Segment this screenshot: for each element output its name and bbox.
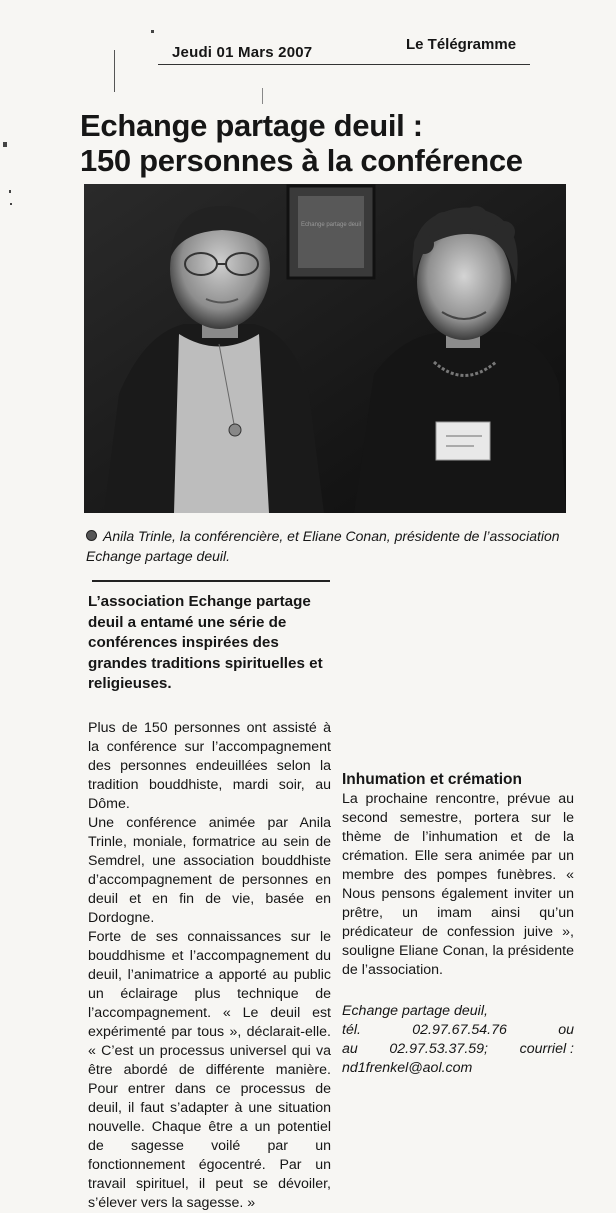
photo-caption — [86, 526, 576, 566]
article-column-left — [88, 592, 331, 1213]
headline-line-2: 150 personnes à la conférence — [80, 143, 523, 178]
contact-au: au — [342, 1041, 358, 1057]
article-column-right — [342, 588, 574, 1078]
article-paragraph: Plus de 150 personnes ont assisté à la conférence sur l’accompagnement des personnes endeuillées selon la tradition bouddhiste, mardi soir, au Dôme. — [88, 719, 331, 812]
publication-date: Jeudi 01 Mars 2007 — [172, 44, 313, 61]
phone-number: 02.97.67.54.76 — [412, 1022, 507, 1038]
contact-email: nd1frenkel@aol.com — [342, 1060, 473, 1076]
article-lead: L’association Echange partage deuil a entamé une série de conférences inspirées des grandes traditions spirituelles et religieuses. — [88, 593, 323, 692]
headline-line-1: Echange partage deuil : — [80, 108, 423, 143]
scan-line — [262, 88, 263, 104]
caption-bullet-icon — [86, 530, 97, 541]
caption-text: Anila Trinle, la conférencière, et Eliane Conan, présidente de l’association Echange partage deuil. — [86, 528, 560, 564]
contact-block — [342, 1002, 574, 1078]
scan-speck — [3, 142, 7, 147]
newspaper-name: Le Télégramme — [406, 36, 517, 53]
lead-rule — [92, 580, 330, 582]
tel-label: tél. — [342, 1022, 361, 1038]
courriel-label: courriel : — [519, 1041, 574, 1057]
headline — [80, 108, 600, 178]
contact-or: ou — [558, 1022, 574, 1038]
placard-text: Echange partage deuil — [300, 222, 362, 228]
scan-line — [114, 50, 115, 92]
article-photo — [84, 184, 566, 513]
photo-illustration — [84, 184, 566, 513]
article-subhead: Inhumation et crémation — [342, 771, 522, 788]
article-paragraph: Une conférence animée par Anila Trinle, moniale, formatrice au sein de Semdrel, une association bouddhiste d’accompagnement de personnes en deuil et en fin de vie, basée en Dordogne. — [88, 814, 331, 926]
article-paragraph: La prochaine rencontre, prévue au second semestre, portera sur le thème de l’inhumation et de la crémation. Elle sera animée par un membre des pompes funèbres. « Nous pensons également inviter un prêtre, un imam ainsi qu’un prédicateur de confession juive », souligne Eliane Conan, la présidente de l’association. — [342, 791, 574, 978]
scan-speck — [10, 203, 12, 205]
header-rule — [158, 64, 530, 65]
scan-speck — [9, 190, 11, 193]
phone-number: 02.97.53.37.59; — [389, 1041, 488, 1057]
article-paragraph: Forte de ses connaissances sur le bouddhisme et l’accompagnement du deuil, l’animatrice a apporté au public un éclairage plus technique de l’accompagnement. « Le deuil est expérimenté par tous », déclarait-elle. « C’est un processus universel qui va être abordé de différente manière. Pour entrer dans ce processus de deuil, il faut s’adapter à une situation nouvelle. Chaque être a un potentiel de sagesse voilé par un fonctionnement égocentré. Par un travail spirituel, il peut se dévoiler, s’élever vers la sagesse. » — [88, 928, 331, 1211]
scan-speck — [151, 30, 154, 33]
contact-name: Echange partage deuil, — [342, 1003, 488, 1019]
